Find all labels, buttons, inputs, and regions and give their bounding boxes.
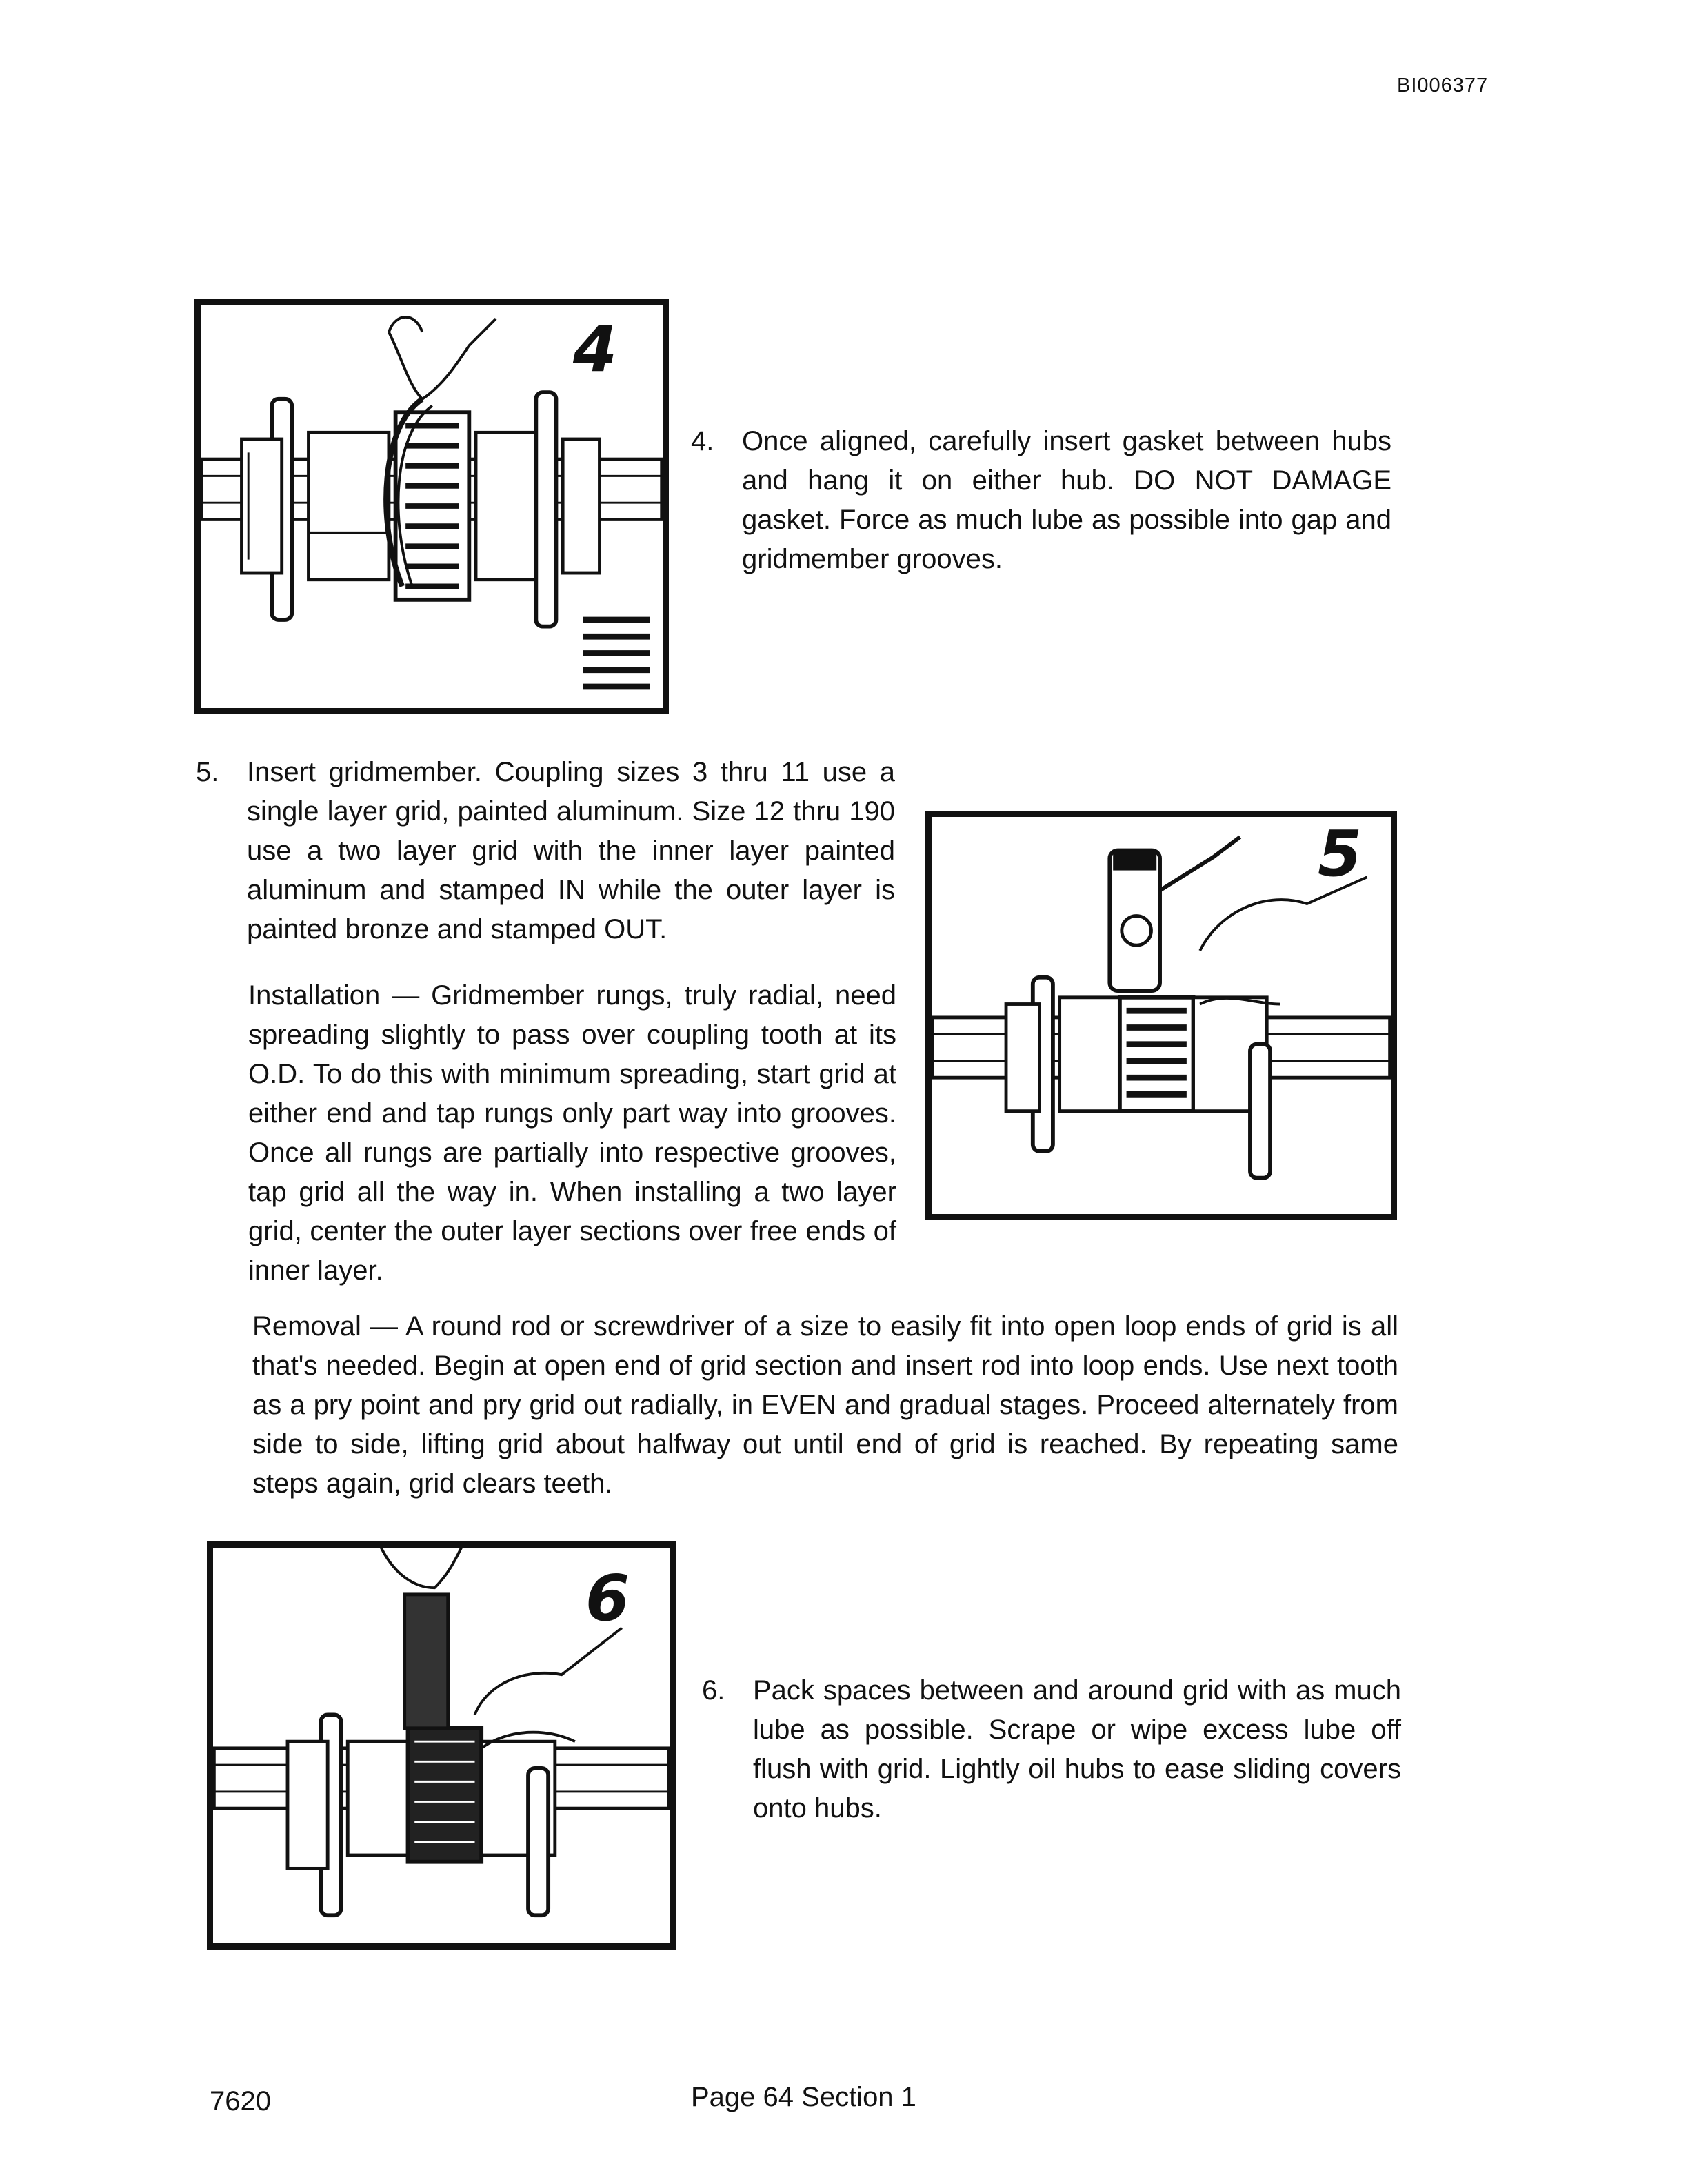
figure-number: 4 [573,312,618,386]
footer-page-section: Page 64 Section 1 [691,2082,916,2112]
step-4 [691,422,1391,579]
step-6 [702,1671,1401,1828]
step-text: Once aligned, carefully insert gasket between hubs and hang it on either hub. DO NOT DAMAGE gasket. Force as much lube as possible into gap and gridmember grooves. [742,426,1391,574]
figure-number: 5 [1318,817,1363,891]
step-5 [196,753,895,949]
document-id: BI006377 [1397,74,1489,97]
step-text: Pack spaces between and around grid with as much lube as possible. Scrape or wipe excess lube off flush with grid. Lightly oil hubs to ease sliding covers onto hubs. [753,1675,1401,1823]
figure-4-illustration [194,299,669,714]
figure-number: 6 [585,1561,630,1635]
removal-paragraph: Removal — A round rod or screwdriver of a size to easily fit into open loop ends of grid is all that's needed. Begin at open end of grid section and insert rod into loop ends. Use next tooth as a pry point and pry grid out radially, in EVEN and gradual stages. Proceed alternately from side to side, lifting grid about halfway out until end of grid is reached. By repeating same steps again, grid clears teeth. [252,1311,1398,1499]
footer-document-number: 7620 [210,2086,271,2116]
step-number: 5. [196,757,219,787]
step-text: Insert gridmember. Coupling sizes 3 thru 11 use a single layer grid, painted aluminum. Size 12 thru 190 use a two layer grid with the inner layer painted aluminum and stamped IN while the outer layer is painted bronze and stamped OUT. [247,757,895,944]
installation-paragraph: Installation — Gridmember rungs, truly radial, need spreading slightly to pass over coupling tooth at its O.D. To do this with minimum spreading, start grid at either end and tap rungs only part way into grooves. Once all rungs are partially into respective grooves, tap grid all the way in. When installing a two layer grid, center the outer layer sections over free ends of inner layer. [248,980,896,1286]
figure-6-illustration [207,1541,676,1950]
figure-5-illustration [925,811,1397,1220]
step-number: 4. [691,426,714,456]
step-number: 6. [702,1675,725,1706]
